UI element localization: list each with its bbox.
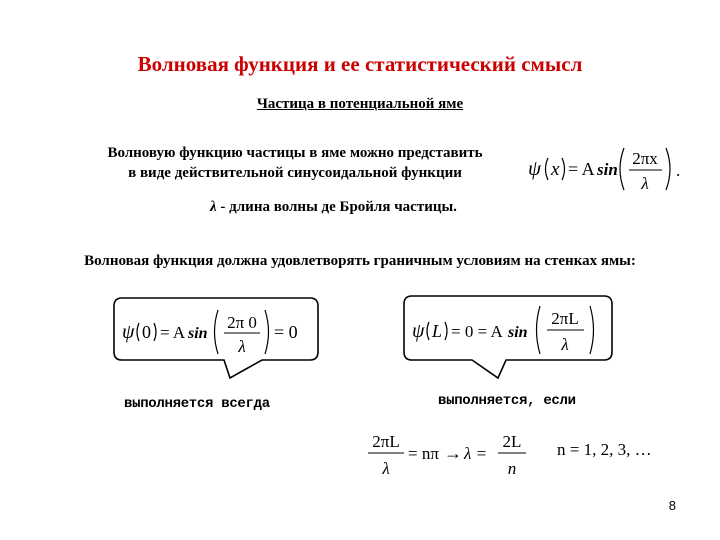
cond-rhs-numerator: 2L (502, 432, 522, 451)
formula-equals-a: = A (568, 159, 595, 179)
right-numerator: 2πL (551, 309, 579, 328)
formula-sin: sin (597, 160, 618, 179)
formula-big-paren-close (666, 148, 670, 190)
intro-text (60, 143, 530, 183)
formula-arg: x (551, 159, 560, 180)
n-values: n = 1, 2, 3, … (557, 440, 652, 459)
cond-arrow: → (444, 443, 462, 463)
intro-line-2: в виде действительной синусоидальной функции (128, 165, 462, 181)
cond-lambda-eq: λ = (464, 444, 488, 463)
slide-subtitle: Частица в потенциальной яме (256, 96, 464, 112)
formula-period: . (676, 161, 681, 180)
page-number: 8 (668, 498, 676, 513)
formula-numerator: 2πx (632, 149, 658, 168)
right-equals: = 0 = A (451, 322, 503, 341)
lambda-description: - длина волны де Бройля частицы. (220, 199, 457, 215)
slide-title: Волновая функция и ее статистический смысл (137, 52, 583, 76)
right-psi: ψ (412, 320, 425, 342)
formula-denominator: λ (641, 174, 649, 193)
formula-paren-open (546, 158, 549, 180)
left-psi: ψ (122, 321, 135, 343)
left-caption: выполняется всегда (124, 396, 270, 412)
boundary-conditions-text: Волновая функция должна удовлетворять граничным условиям на стенках ямы: (84, 253, 636, 269)
right-caption: выполняется, если (438, 393, 576, 409)
quantization-formula (364, 426, 554, 482)
left-denominator: λ (238, 337, 246, 356)
cond-lhs-numerator: 2πL (372, 432, 400, 451)
formula-paren-close (562, 158, 565, 180)
lambda-symbol: λ (210, 199, 217, 215)
lambda-note (210, 199, 457, 216)
right-denominator: λ (561, 335, 569, 354)
intro-line-1: Волновую функцию частицы в яме можно представить (107, 145, 483, 161)
formula-psi: ψ (528, 156, 542, 180)
left-result: = 0 (274, 322, 298, 342)
left-equals-a: = A (160, 323, 186, 342)
formula-big-paren-open (620, 148, 624, 190)
right-bubble (402, 294, 616, 380)
cond-eq-npi: = nπ (408, 444, 439, 463)
cond-rhs-denominator: n (507, 459, 517, 478)
right-sin: sin (508, 324, 528, 341)
main-formula (528, 140, 688, 196)
left-bubble (112, 296, 322, 380)
cond-lhs-denominator: λ (382, 459, 390, 478)
left-sin: sin (188, 325, 208, 342)
left-numerator: 2π 0 (227, 313, 257, 332)
left-arg: 0 (142, 322, 151, 342)
right-arg: L (432, 321, 443, 341)
